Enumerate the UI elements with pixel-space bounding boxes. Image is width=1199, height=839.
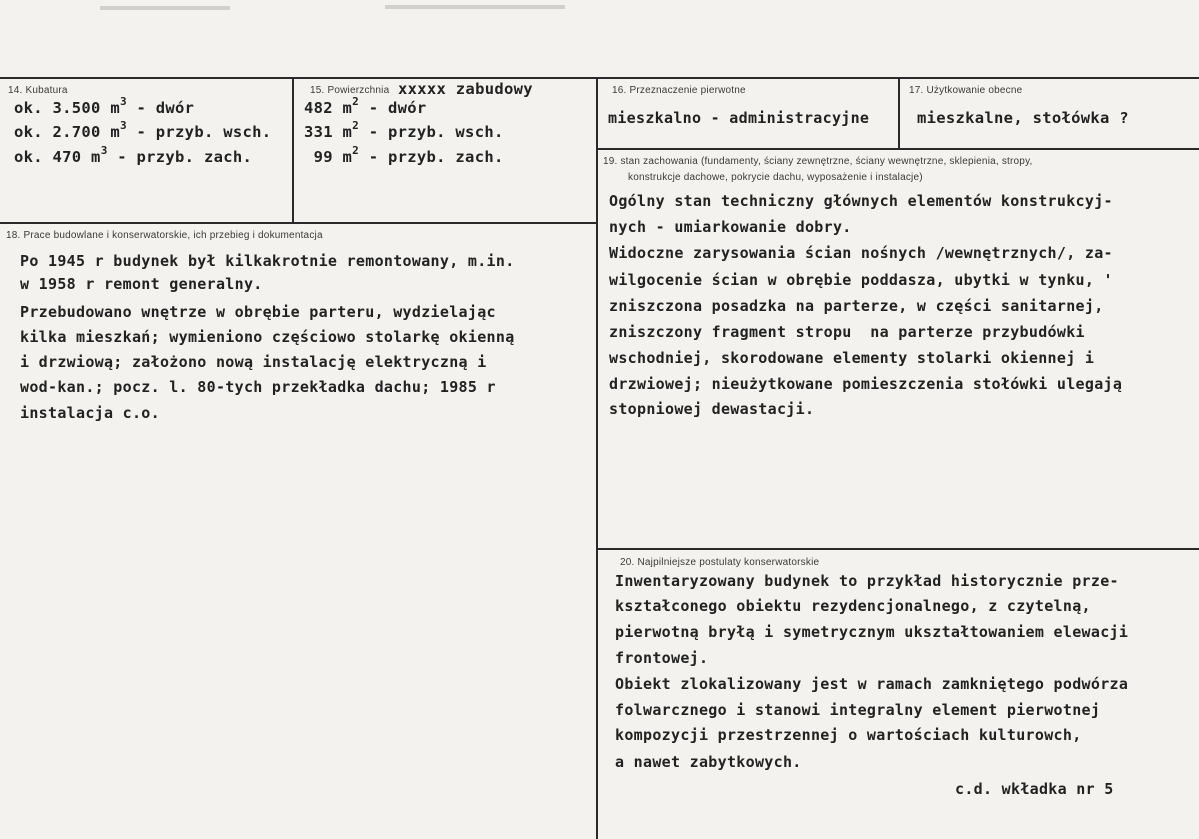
text-line: w 1958 r remont generalny. [20, 275, 263, 293]
area-row: 99 $m^2$ - przyb. zach. [304, 144, 504, 167]
text-line: drzwiowej; nieużytkowane pomieszczenia stołówki ulegają [609, 375, 1123, 393]
field-18-label: 18. Prace budowlane i konserwatorskie, ich przebieg i dokumentacja [6, 230, 323, 241]
text-line: kształconego obiektu rezydencjonalnego, z czytelną, [615, 597, 1091, 615]
text-line: nych - umiarkowanie dobry. [609, 218, 852, 236]
left-divider-18 [0, 222, 597, 224]
field-20-label: 20. Najpilniejsze postulaty konserwatorskie [620, 557, 820, 568]
continuation-note: c.d. wkładka nr 5 [955, 780, 1114, 798]
text-line: Ogólny stan techniczny głównych elementów konstrukcyj- [609, 192, 1113, 210]
field-20-text [615, 572, 1129, 771]
right-divider-20 [597, 548, 1199, 550]
area-row: 331 $m^2$ - przyb. wsch. [304, 119, 504, 142]
text-line: kompozycji przestrzennej o wartościach kulturowch, [615, 726, 1082, 744]
text-line: pierwotną bryłą i symetrycznym ukształtowaniem elewacji [615, 623, 1129, 641]
text-line: i drzwiową; założono nową instalację elektryczną i [20, 353, 487, 371]
field-14-values [14, 95, 272, 187]
text-line: Obiekt zlokalizowany jest w ramach zamkniętego podwórza [615, 675, 1129, 693]
field-15-heading: xxxxx zabudowy [398, 80, 533, 98]
field-17-value: mieszkalne, stołówka ? [917, 109, 1129, 127]
field-19-label: 19. stan zachowania (fundamenty, ściany zewnętrzne, ściany wewnętrzne, sklepienia, stropy, [603, 156, 1033, 167]
text-line: wschodniej, skorodowane elementy stolarki okiennej i [609, 349, 1095, 367]
field-16-value: mieszkalno - administracyjne [608, 109, 870, 127]
field-17-label: 17. Użytkowanie obecne [909, 85, 1023, 96]
field-15-label: 15. Powierzchnia [310, 85, 390, 96]
field-14-label: 14. Kubatura [8, 85, 68, 96]
bleed-through-mark [385, 5, 565, 9]
field-19-label-cont: konstrukcje dachowe, pokrycie dachu, wyposażenie i instalacje) [628, 172, 923, 183]
cubature-row: ok. 3.500 $m^3$ - dwór [14, 95, 195, 118]
text-line: Przebudowano wnętrze w obrębie parteru, wydzielając [20, 303, 496, 321]
text-line: zniszczony fragment stropu na parterze przybudówki [609, 323, 1085, 341]
field-18-text [20, 252, 515, 422]
field-15-values [304, 95, 504, 187]
text-line: folwarcznego i stanowi integralny element pierwotnej [615, 701, 1101, 719]
divider-16-17 [898, 77, 900, 148]
text-line: Widoczne zarysowania ścian nośnych /wewnętrznych/, za- [609, 244, 1113, 262]
text-line: zniszczona posadzka na parterze, w części sanitarnej, [609, 297, 1104, 315]
area-row: 482 $m^2$ - dwór [304, 95, 427, 118]
field-16-label: 16. Przeznaczenie pierwotne [612, 85, 746, 96]
text-line: stopniowej dewastacji. [609, 400, 815, 418]
struck-out-text: xxxxx [398, 80, 447, 98]
text-line: wod-kan.; pocz. l. 80-tych przekładka dachu; 1985 r [20, 378, 496, 396]
bleed-through-mark [100, 6, 230, 10]
right-divider-19 [597, 148, 1199, 150]
text-line: Inwentaryzowany budynek to przykład historycznie prze- [615, 572, 1119, 590]
divider-14-15 [292, 77, 294, 222]
cubature-row: ok. 470 $m^3$ - przyb. zach. [14, 144, 253, 167]
top-border [0, 77, 1199, 79]
cubature-row: ok. 2.700 $m^3$ - przyb. wsch. [14, 119, 272, 142]
text-line: kilka mieszkań; wymieniono częściowo stolarkę okienną [20, 328, 515, 346]
text-line: instalacja c.o. [20, 404, 160, 422]
center-divider [596, 77, 598, 839]
text-line: a nawet zabytkowych. [615, 753, 802, 771]
text-line: Po 1945 r budynek był kilkakrotnie remontowany, m.in. [20, 252, 515, 270]
field-19-text [609, 192, 1123, 418]
text-line: wilgocenie ścian w obrębie poddasza, ubytki w tynku, ' [609, 271, 1113, 289]
text-line: frontowej. [615, 649, 709, 667]
